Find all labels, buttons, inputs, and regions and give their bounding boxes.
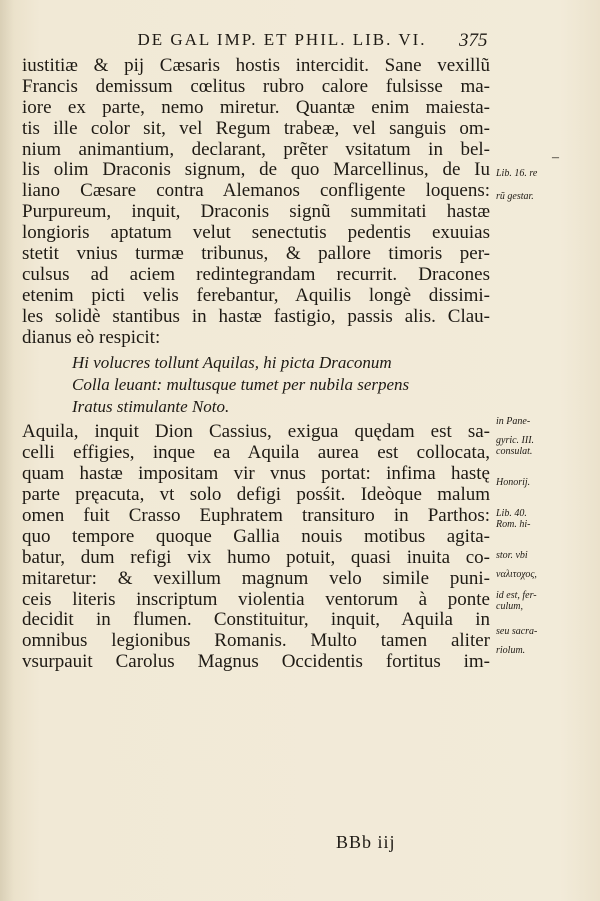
text-line: ceis literis inscriptum violentia ventorum à ponte <box>22 589 490 610</box>
marginal-line: Lib. 40. <box>496 508 527 519</box>
running-header: DE GAL IMP. ET PHIL. LIB. VI. <box>137 30 427 49</box>
text-line: quam hastæ impositam vir vnus portat: infima hastę <box>22 464 490 485</box>
page-number: 375 <box>459 30 488 51</box>
marginal-line: in Pane- <box>496 416 531 427</box>
marginal-line: stor. vbi <box>496 550 528 561</box>
marginal-line: rũ gestar. <box>496 191 534 202</box>
marginal-line: Honorij. <box>496 477 531 488</box>
text-line: les solidè stantibus in hastæ fastigio, passis alis. Clau- <box>22 306 490 327</box>
marginal-line: Lib. 16. re <box>496 168 538 179</box>
text-line: omnibus legionibus Romanis. Multo tamen aliter <box>22 631 490 652</box>
marginal-line: riolum. <box>496 645 526 656</box>
text-line: etenim picti velis ferebantur, Aquilis longè dissimi- <box>22 285 490 306</box>
text-line: iustitiæ & pij Cæsaris hostis intercidit. Sane vexillũ <box>22 56 490 76</box>
marginal-line: consulat. <box>496 446 533 457</box>
text-line: parte pręacuta, vt solo defigi posśit. Ideòque malum <box>22 485 490 506</box>
marginal-line: seu sacra- <box>496 626 538 637</box>
text-line: decidit in flumen. Constituitur, inquit, Aquila in <box>22 610 490 631</box>
signature-mark: BBb iij <box>336 832 396 852</box>
text-line: liano Cæsare contra Alemanos confligente loquens: <box>22 181 490 202</box>
text-line: tis ille color sit, vel Regum trabeæ, vel sanguis om- <box>22 118 490 139</box>
verse-line: Hi volucres tollunt Aquilas, hi picta Draconum <box>72 353 392 373</box>
text-line: celli effigies, inque ea Aquila aurea est collocata, <box>22 443 490 464</box>
marginal-note-marcellinus <box>496 168 596 202</box>
text-line: omen fuit Crasso Euphratem transituro in Parthos: <box>22 506 490 527</box>
marginal-line: culum, <box>496 601 523 612</box>
text-block <box>22 56 490 673</box>
marginal-note-greek <box>496 569 596 656</box>
text-line: culsus ad aciem redintegrandam recurrit. Dracones <box>22 264 490 285</box>
text-line: batur, dum refigi vix humo potuit, quasi inuita co- <box>22 547 490 568</box>
marginal-note-dion <box>496 508 596 561</box>
text-line: longioris aptatum velut senectutis pedentis exuuias <box>22 223 490 244</box>
text-line: dianus eò respicit: <box>22 327 161 348</box>
text-line: stetit vnius turmæ tribunus, & pallore timoris per- <box>22 244 490 265</box>
text-line: quo tempore quoque Gallia nouis motibus agita- <box>22 526 490 547</box>
verse-line: Iratus stimulante Noto. <box>72 397 230 417</box>
text-line: lis olim Draconis signum, de quo Marcellinus, de Iu <box>22 160 490 181</box>
text-line: Purpureum, inquit, Draconis signũ summitati hastæ <box>22 202 490 223</box>
text-line: vsurpauit Carolus Magnus Occidentis fortitus im- <box>22 652 490 673</box>
margin-dash: – <box>552 150 559 165</box>
verse-line: Colla leuant: multusque tumet per nubila serpens <box>72 375 410 395</box>
marginal-note-claudian <box>496 416 596 488</box>
text-line: Aquila, inquit Dion Cassius, exigua quędam est sa- <box>22 422 490 443</box>
text-line: Francis demissum cœlitus rubro calore fulsisse ma- <box>22 76 490 97</box>
text-line: iore ex parte, nemo miretur. Quantæ enim maiesta- <box>22 97 490 118</box>
marginal-line: ναλιτοχος, <box>496 569 537 580</box>
text-line: nium animantium, declarant, prẽter vsitatum in bel- <box>22 139 490 160</box>
text-line: mitaretur: & vexillum magnum velo simile puni- <box>22 568 490 589</box>
marginal-line: gyric. III. <box>496 435 535 446</box>
marginal-line: id est, fer- <box>496 590 537 601</box>
marginal-line: Rom. hi- <box>496 519 531 530</box>
